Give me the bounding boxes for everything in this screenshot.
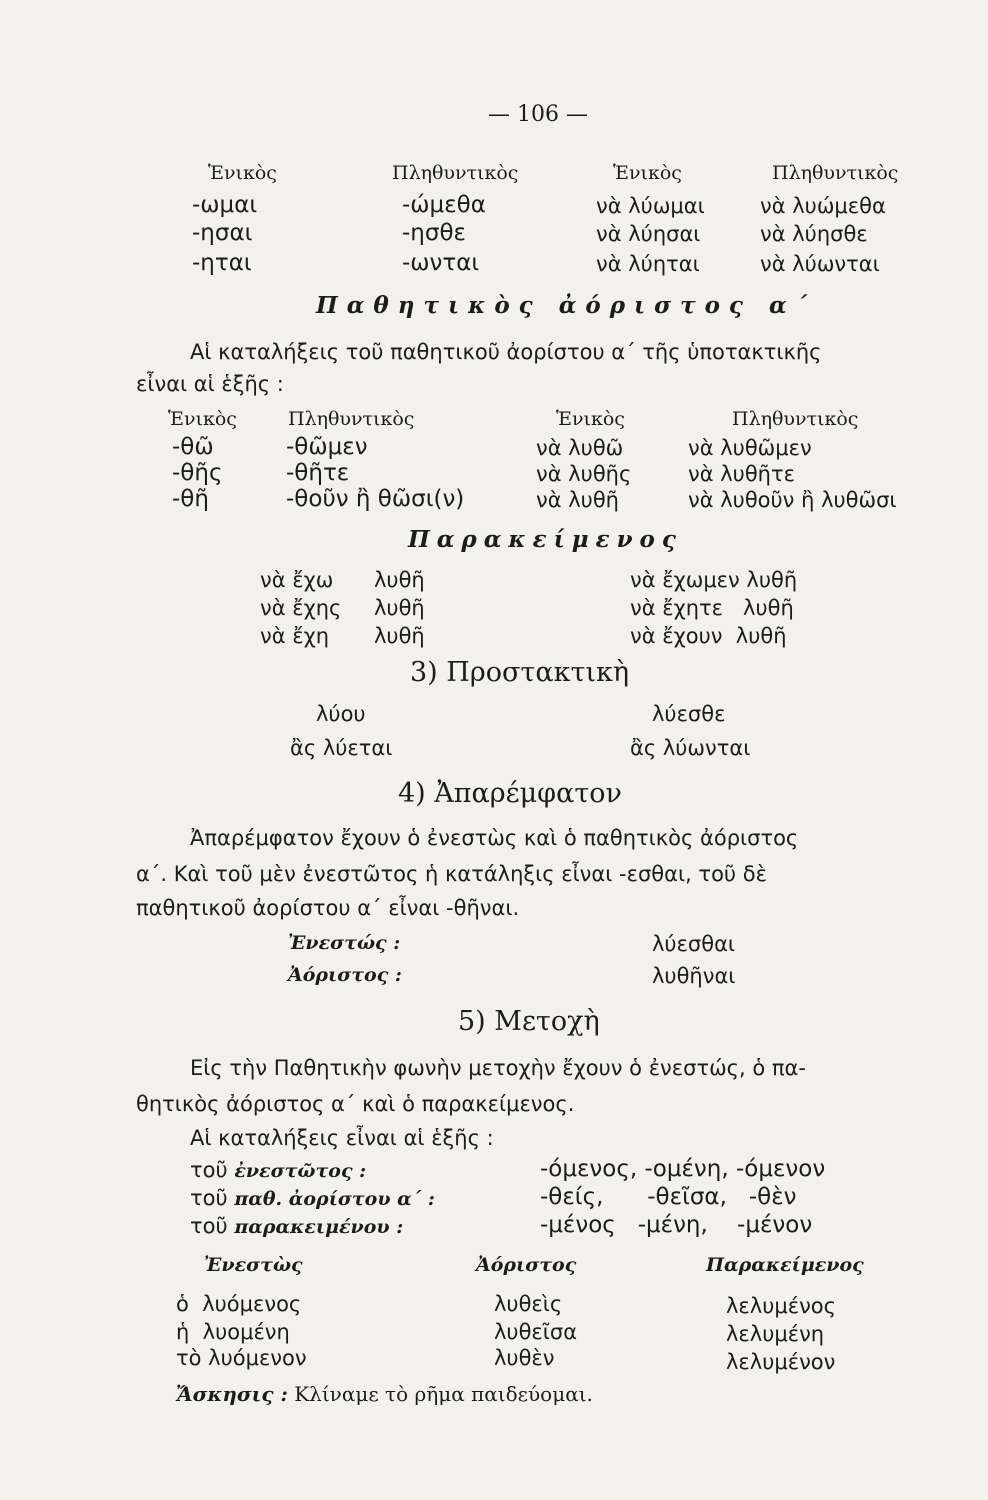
table-cell: -θῶ [172, 434, 214, 460]
form-value: λυθῆναι [652, 964, 736, 988]
column-header: Παρακείμενος [706, 1254, 864, 1276]
table-cell: νὰ λυθῆ [536, 488, 619, 512]
table-cell: -θῆτε [286, 460, 350, 486]
imperative-form: λύεσθε [652, 702, 726, 726]
form-aux: νὰ ἔχης [260, 596, 342, 620]
header-singular: Ἑνικὸς [613, 162, 682, 184]
paragraph-line: Εἰς τὴν Παθητικὴν φωνὴν μετοχὴν ἔχουν ὁ ἐνεστώς, ὁ πα- [190, 1056, 806, 1080]
table-cell: νὰ λύωμαι [596, 194, 705, 218]
paragraph-line: Αἱ καταλήξεις εἶναι αἱ ἑξῆς : [190, 1126, 494, 1150]
table-cell: ὁ λυόμενος [176, 1292, 302, 1316]
table-cell: -ωμαι [192, 192, 258, 218]
form-aux: νὰ ἔχη [260, 624, 330, 648]
table-cell: νὰ λυθῆς [536, 462, 632, 486]
paragraph-line: α΄. Καὶ τοῦ μὲν ἐνεστῶτος ἡ κατάληξις εἶναι -εσθαι, τοῦ δὲ [136, 862, 767, 886]
header-plural: Πληθυντικὸς [772, 162, 899, 184]
table-cell: -ώμεθα [402, 192, 486, 218]
intro-line: Αἱ καταλήξεις τοῦ παθητικοῦ ἀορίστου α΄ τῆς ὑποτακτικῆς [190, 340, 822, 364]
column-header: Ἀόριστος [476, 1254, 577, 1276]
table-cell: -ησθε [402, 220, 466, 246]
table-cell: -θῶμεν [286, 434, 368, 460]
ending-label: ἐνεστῶτος : [234, 1160, 367, 1182]
form-value: λύεσθαι [652, 932, 736, 956]
table-cell: νὰ λυθῆτε [688, 462, 795, 486]
form-plural: νὰ ἔχητε λυθῆ [630, 596, 794, 620]
table-cell: -ηται [192, 250, 252, 276]
table-cell: λελυμένος [726, 1294, 836, 1318]
table-cell: λυθὲν [494, 1346, 555, 1370]
imperative-form: ἂς λύεται [290, 736, 393, 760]
ending-forms: -μένος -μένη, -μένον [540, 1212, 813, 1238]
table-cell: νὰ λύωνται [760, 252, 880, 276]
imperative-form: ἂς λύωνται [630, 736, 751, 760]
table-cell: -θοῦν ἢ θῶσι(ν) [286, 486, 465, 512]
header-plural: Πληθυντικὸς [288, 408, 415, 430]
table-cell: νὰ λυώμεθα [760, 194, 886, 218]
exercise-text: Κλίναμε τὸ ρῆμα παιδεύομαι. [287, 1382, 593, 1406]
header-singular: Ἑνικὸς [168, 408, 237, 430]
table-cell: -ησαι [192, 220, 253, 246]
heading-passive-aorist: Παθητικὸς ἀόριστος α΄ [316, 292, 817, 319]
table-cell: νὰ λυθῶ [536, 436, 624, 460]
ending-prefix: τοῦ [190, 1186, 235, 1210]
table-cell: νὰ λυθῶμεν [688, 436, 812, 460]
heading-perfect: Παρακείμενος [408, 526, 683, 553]
form-participle: λυθῆ [374, 568, 425, 592]
table-cell: -θῆ [172, 486, 209, 512]
table-cell: νὰ λύησθε [760, 222, 868, 246]
form-plural: νὰ ἔχουν λυθῆ [630, 624, 787, 648]
ending-row [190, 1186, 435, 1210]
section-infinitive-title: 4) Ἀπαρέμφατον [398, 778, 622, 809]
table-cell: ἡ λυομένη [176, 1320, 290, 1344]
ending-prefix: τοῦ [190, 1214, 235, 1238]
ending-label: παρακειμένου : [234, 1216, 404, 1238]
table-cell: -θῆς [172, 460, 223, 486]
form-label: Ἐνεστώς : [288, 932, 401, 954]
ending-forms: -όμενος, -ομένη, -όμενον [540, 1156, 826, 1182]
form-participle: λυθῆ [374, 596, 425, 620]
column-header: Ἐνεστὼς [204, 1254, 303, 1276]
table-cell: λελυμένον [726, 1350, 836, 1374]
ending-row [190, 1214, 403, 1238]
ending-label: παθ. ἀορίστου α΄ : [234, 1188, 435, 1210]
paragraph-line: παθητικοῦ ἀορίστου α΄ εἶναι -θῆναι. [136, 896, 520, 920]
ending-forms: -θείς, -θεῖσα, -θὲν [540, 1184, 797, 1210]
table-cell: τὸ λυόμενον [176, 1346, 307, 1370]
form-label: Ἀόριστος : [288, 964, 402, 986]
form-plural: νὰ ἔχωμεν λυθῆ [630, 568, 798, 592]
header-plural: Πληθυντικὸς [392, 162, 519, 184]
page-number: — 106 — [488, 102, 588, 127]
form-participle: λυθῆ [374, 624, 425, 648]
imperative-form: λύου [316, 702, 366, 726]
ending-prefix: τοῦ [190, 1158, 235, 1182]
table-cell: -ωνται [402, 250, 480, 276]
paragraph-line: Ἀπαρέμφατον ἔχουν ὁ ἐνεστὼς καὶ ὁ παθητικὸς ἀόριστος [190, 826, 799, 850]
table-cell: λυθεὶς [494, 1292, 563, 1316]
form-aux: νὰ ἔχω [260, 568, 334, 592]
table-cell: λυθεῖσα [494, 1320, 578, 1344]
intro-line: εἶναι αἱ ἑξῆς : [136, 372, 284, 396]
paragraph-line: θητικὸς ἀόριστος α΄ καὶ ὁ παρακείμενος. [136, 1092, 575, 1116]
ending-row [190, 1158, 366, 1182]
header-singular: Ἑνικὸς [556, 408, 625, 430]
table-cell: νὰ λύηται [596, 252, 700, 276]
header-singular: Ἑνικὸς [208, 162, 277, 184]
table-cell: λελυμένη [726, 1322, 825, 1346]
section-participle-title: 5) Μετοχὴ [458, 1006, 600, 1037]
section-imperative-title: 3) Προστακτικὴ [410, 657, 630, 688]
table-cell: νὰ λυθοῦν ἢ λυθῶσι [688, 488, 897, 512]
header-plural: Πληθυντικὸς [732, 408, 859, 430]
exercise-label: Ἄσκησις : [176, 1382, 288, 1406]
exercise-line [176, 1382, 593, 1406]
table-cell: νὰ λύησαι [596, 222, 701, 246]
